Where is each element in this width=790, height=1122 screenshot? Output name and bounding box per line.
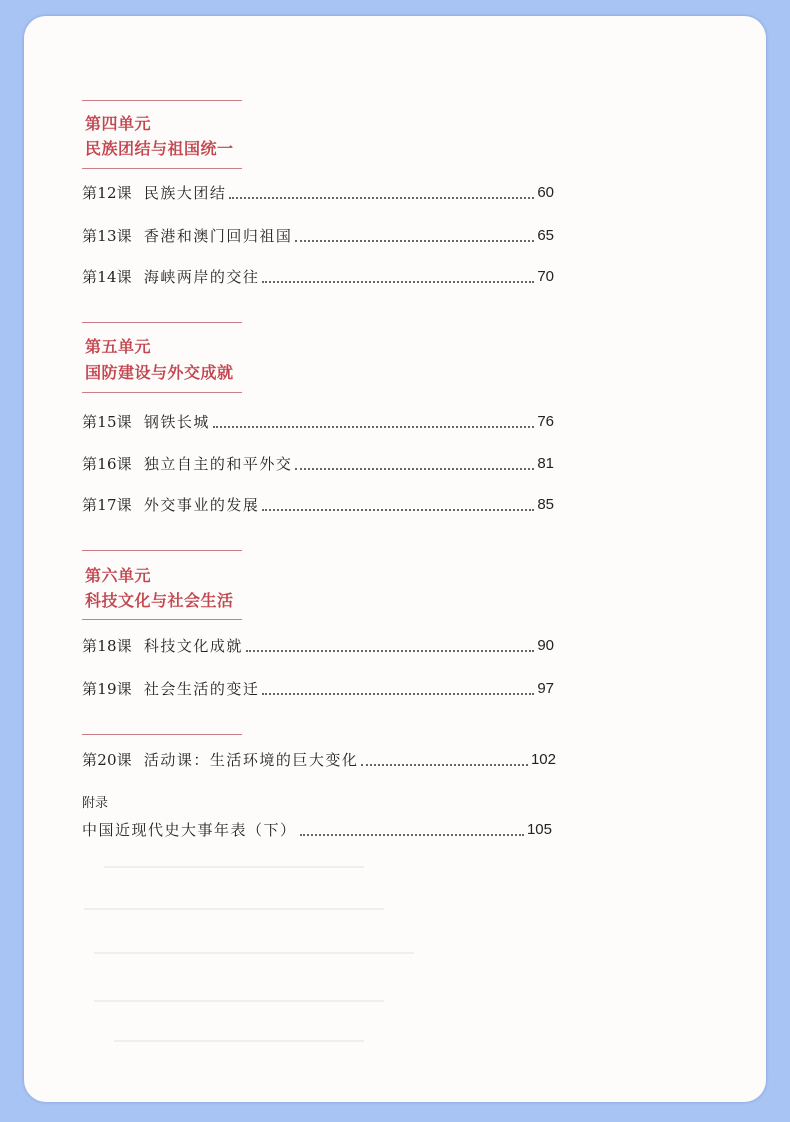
toc-entry-lesson19[interactable] (82, 676, 554, 698)
unit5-top-rule (82, 322, 242, 323)
lesson-name: 海峡两岸的交往 (143, 268, 260, 286)
lesson-name: 民族大团结 (143, 184, 227, 202)
unit4-title: 民族团结与祖国统一 (85, 139, 234, 158)
dot-leader (262, 692, 534, 695)
page-number: 97 (537, 680, 554, 697)
bleed-through-mark (94, 952, 414, 954)
unit6-top-rule (82, 550, 242, 551)
bleed-through-mark (94, 1000, 384, 1002)
lesson-number: 第13课 (82, 227, 132, 245)
page-number: 60 (537, 184, 554, 201)
lesson-number: 第19课 (82, 680, 132, 698)
toc-entry-lesson16[interactable] (82, 451, 554, 473)
lesson-number: 第14课 (82, 268, 132, 286)
toc-entry-lesson17[interactable] (82, 492, 554, 514)
page-number: 70 (537, 268, 554, 285)
page-number: 105 (526, 821, 552, 838)
dot-leader (213, 425, 534, 428)
toc-entry-lesson15[interactable] (82, 409, 554, 431)
lesson-name: 社会生活的变迁 (143, 680, 260, 698)
lesson-name: 活动课：生活环境的巨大变化 (143, 751, 359, 769)
lesson-number: 第18课 (82, 637, 132, 655)
appendix-title: 中国近现代史大事年表（下） (82, 821, 297, 839)
dot-leader (300, 833, 524, 836)
lesson-name: 钢铁长城 (143, 413, 210, 431)
dot-leader (246, 649, 534, 652)
lesson-number: 第20课 (82, 751, 132, 769)
unit5-label: 第五单元 (85, 337, 152, 356)
dot-leader (229, 196, 534, 199)
lesson-name: 独立自主的和平外交 (143, 455, 293, 473)
page-number: 65 (537, 227, 554, 244)
unit4-bottom-rule (82, 168, 242, 169)
page-number: 81 (537, 455, 554, 472)
lesson-number: 第17课 (82, 496, 132, 514)
page-number: 102 (530, 751, 556, 768)
toc-entry-lesson13[interactable] (82, 223, 554, 245)
unit6-title: 科技文化与社会生活 (85, 591, 234, 610)
lesson-number: 第12课 (82, 184, 132, 202)
bleed-through-mark (114, 1040, 364, 1042)
lesson-number: 第16课 (82, 455, 132, 473)
page-number: 76 (537, 413, 554, 430)
dot-leader (361, 763, 528, 766)
toc-entry-lesson14[interactable] (82, 264, 554, 286)
unit6-label: 第六单元 (85, 566, 152, 585)
page-number: 85 (537, 496, 554, 513)
lesson-name: 香港和澳门回归祖国 (143, 227, 293, 245)
toc-entry-lesson18[interactable] (82, 633, 554, 655)
toc-entry-appendix[interactable] (82, 817, 552, 839)
appendix-label: 附录 (82, 796, 109, 811)
page-number: 90 (537, 637, 554, 654)
toc-entry-lesson12[interactable] (82, 180, 554, 202)
activity-top-rule (82, 734, 242, 735)
unit4-label: 第四单元 (85, 114, 152, 133)
lesson-name: 科技文化成就 (143, 637, 243, 655)
lesson-name: 外交事业的发展 (143, 496, 260, 514)
dot-leader (295, 239, 534, 242)
unit5-bottom-rule (82, 392, 242, 393)
toc-entry-lesson20[interactable] (82, 747, 556, 769)
unit6-bottom-rule (82, 619, 242, 620)
unit5-title: 国防建设与外交成就 (85, 363, 234, 382)
bleed-through-mark (84, 908, 384, 910)
dot-leader (262, 280, 534, 283)
dot-leader (262, 508, 534, 511)
lesson-number: 第15课 (82, 413, 132, 431)
unit4-top-rule (82, 100, 242, 101)
toc-page (24, 16, 766, 1102)
dot-leader (295, 467, 534, 470)
bleed-through-mark (104, 866, 364, 868)
